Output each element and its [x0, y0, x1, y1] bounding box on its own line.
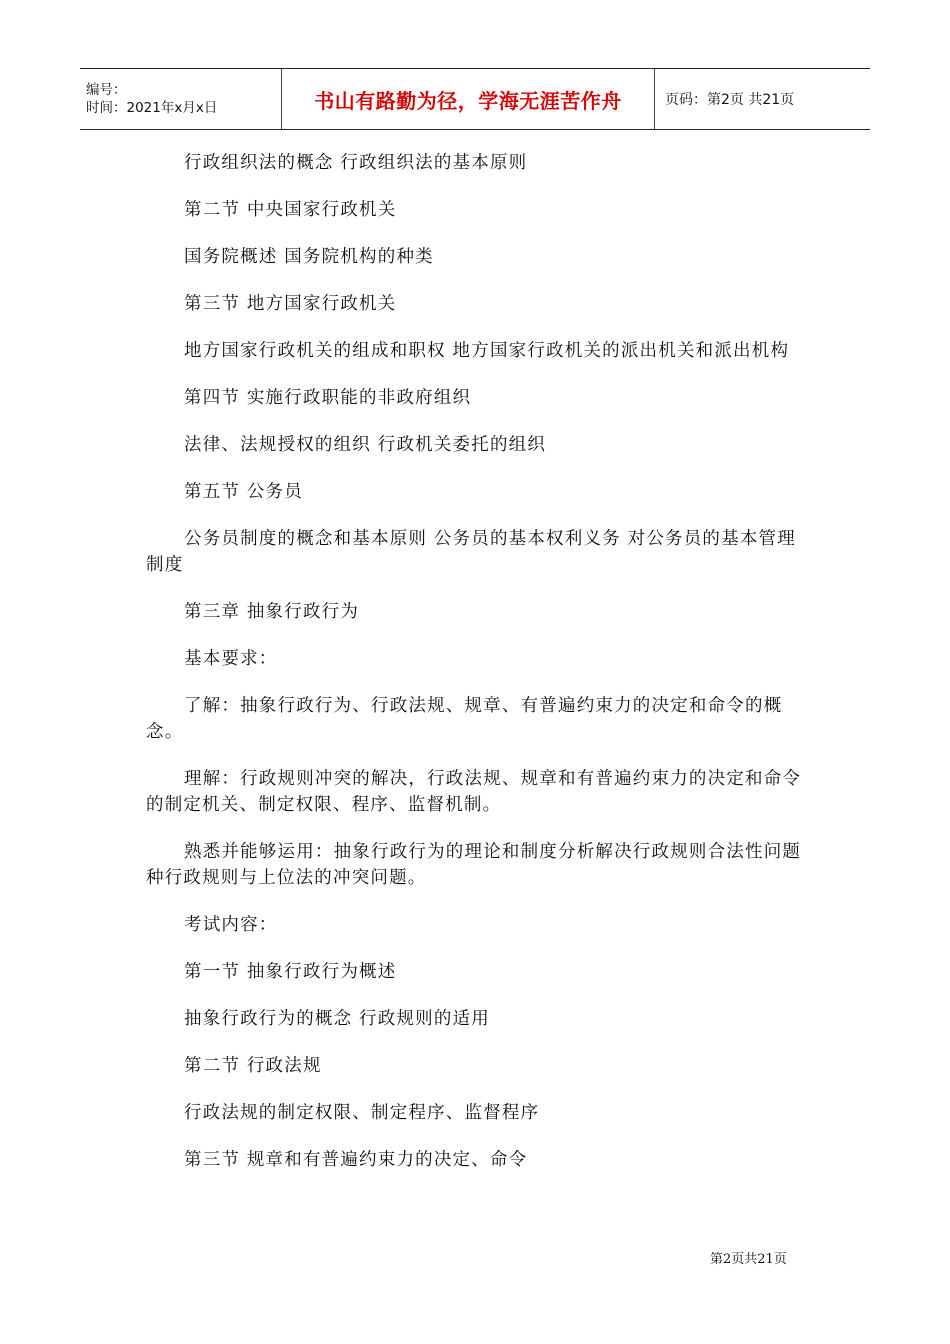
section-heading: 第三节 规章和有普遍约束力的决定、命令 — [184, 1150, 528, 1170]
page-footer: 第2页共21页 — [710, 1252, 787, 1267]
page-header — [80, 68, 870, 130]
paragraph: 考试内容： — [184, 915, 278, 935]
paragraph: 基本要求： — [184, 649, 278, 669]
section-heading: 第四节 实施行政职能的非政府组织 — [184, 388, 472, 408]
header-motto: 书山有路勤为径，学海无涯苦作舟 — [282, 69, 655, 129]
section-heading: 第一节 抽象行政行为概述 — [184, 962, 397, 982]
paragraph: 抽象行政行为的概念 行政规则的适用 — [184, 1009, 490, 1029]
document-number-label: 编号： — [86, 82, 127, 98]
paragraph: 理解：行政规则冲突的解决，行政法规、规章和有普遍约束力的决定和命令的制定机关、制定权限、程序、监督机制。 — [146, 769, 802, 815]
header-page-info: 页码：第2页 共21页 — [665, 92, 795, 108]
paragraph: 了解：抽象行政行为、行政法规、规章、有普遍约束力的决定和命令的概念。 — [146, 696, 783, 742]
paragraph: 法律、法规授权的组织 行政机关委托的组织 — [184, 435, 547, 455]
chapter-heading: 第三章 抽象行政行为 — [184, 602, 360, 622]
section-heading: 第五节 公务员 — [184, 482, 303, 502]
paragraph: 熟悉并能够运用：抽象行政行为的理论和制度分析解决行政规则合法性问题种行政规则与上位法的冲突问题。 — [146, 842, 802, 888]
section-heading: 第二节 行政法规 — [184, 1056, 322, 1076]
paragraph: 地方国家行政机关的组成和职权 地方国家行政机关的派出机关和派出机构 — [184, 341, 790, 361]
paragraph: 国务院概述 国务院机构的种类 — [184, 247, 434, 267]
document-body — [146, 150, 810, 1173]
paragraph: 行政组织法的概念 行政组织法的基本原则 — [184, 153, 528, 173]
paragraph: 公务员制度的概念和基本原则 公务员的基本权利义务 对公务员的基本管理制度 — [146, 529, 796, 575]
section-heading: 第三节 地方国家行政机关 — [184, 294, 397, 314]
header-meta — [80, 69, 282, 129]
section-heading: 第二节 中央国家行政机关 — [184, 200, 397, 220]
paragraph: 行政法规的制定权限、制定程序、监督程序 — [184, 1103, 540, 1123]
document-date: 时间：2021年x月x日 — [86, 100, 218, 116]
